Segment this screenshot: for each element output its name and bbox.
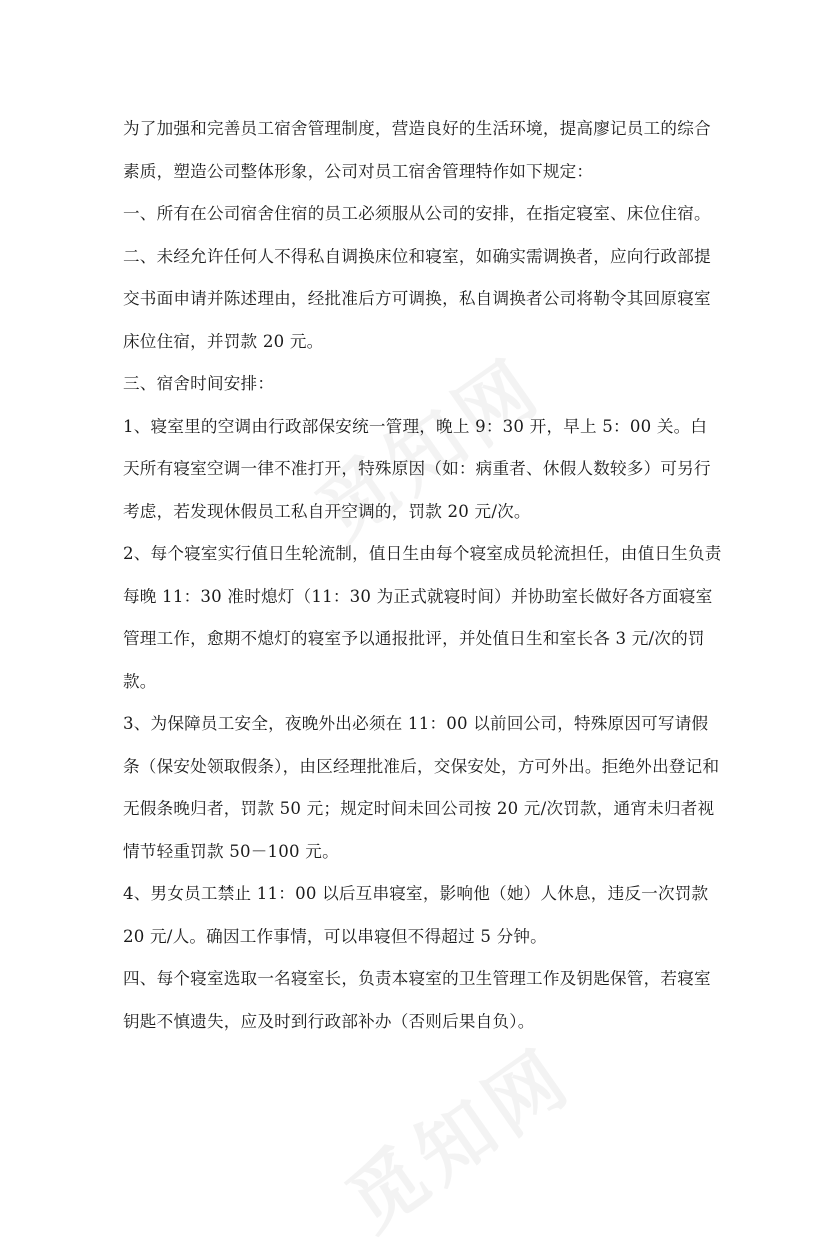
paragraph-rule-2: 二、未经允许任何人不得私自调换床位和寝室，如确实需调换者，应向行政部提交书面申请并陈述理由，经批准后方可调换，私自调换者公司将勒令其回原寝室床位住宿，并罚款 20 元。 — [123, 246, 711, 351]
paragraph-rule-3-heading: 三、宿舍时间安排： — [123, 374, 275, 393]
paragraph-rule-4: 四、每个寝室选取一名寝室长，负责本寝室的卫生管理工作及钥匙保管，若寝室钥匙不慎遗失，应及时到行政部补办（否则后果自负）。 — [123, 969, 711, 1031]
paragraph-rule-3-item-2: 2、每个寝室实行值日生轮流制，值日生由每个寝室成员轮流担任，由值日生负责每晚 11：30 准时熄灯（11：30 为正式就寝时间）并协助室长做好各方面寝室管理工作，愈期不熄灯的寝室予以通报批评，并处值日生和室长各 3 元/次的罚款。 — [123, 544, 722, 691]
document-body — [123, 108, 723, 1043]
paragraph-rule-3-item-1: 1、寝室里的空调由行政部保安统一管理，晚上 9：30 开，早上 5：00 关。白天所有寝室空调一律不准打开，特殊原因（如：病重者、休假人数较多）可另行考虑，若发现休假员工私自开空调的，罚款 20 元/次。 — [123, 416, 711, 521]
paragraph-rule-1: 一、所有在公司宿舍住宿的员工必须服从公司的安排，在指定寝室、床位住宿。 — [123, 204, 711, 223]
paragraph-rule-3-item-4: 4、男女员工禁止 11：00 以后互串寝室，影响他（她）人休息，违反一次罚款 20 元/人。确因工作事情，可以串寝但不得超过 5 分钟。 — [123, 884, 709, 946]
paragraph-rule-3-item-3: 3、为保障员工安全，夜晚外出必须在 11：00 以前回公司，特殊原因可写请假条（保安处领取假条），由区经理批准后，交保安处，方可外出。拒绝外出登记和无假条晚归者，罚款 50 元；规定时间未回公司按 20 元/次罚款，通宵未归者视情节轻重罚款 50－100 元。 — [123, 714, 720, 861]
paragraph-intro: 为了加强和完善员工宿舍管理制度，营造良好的生活环境，提高廖记员工的综合素质，塑造公司整体形象，公司对员工宿舍管理特作如下规定： — [123, 119, 711, 181]
watermark-lower — [322, 1018, 591, 1251]
